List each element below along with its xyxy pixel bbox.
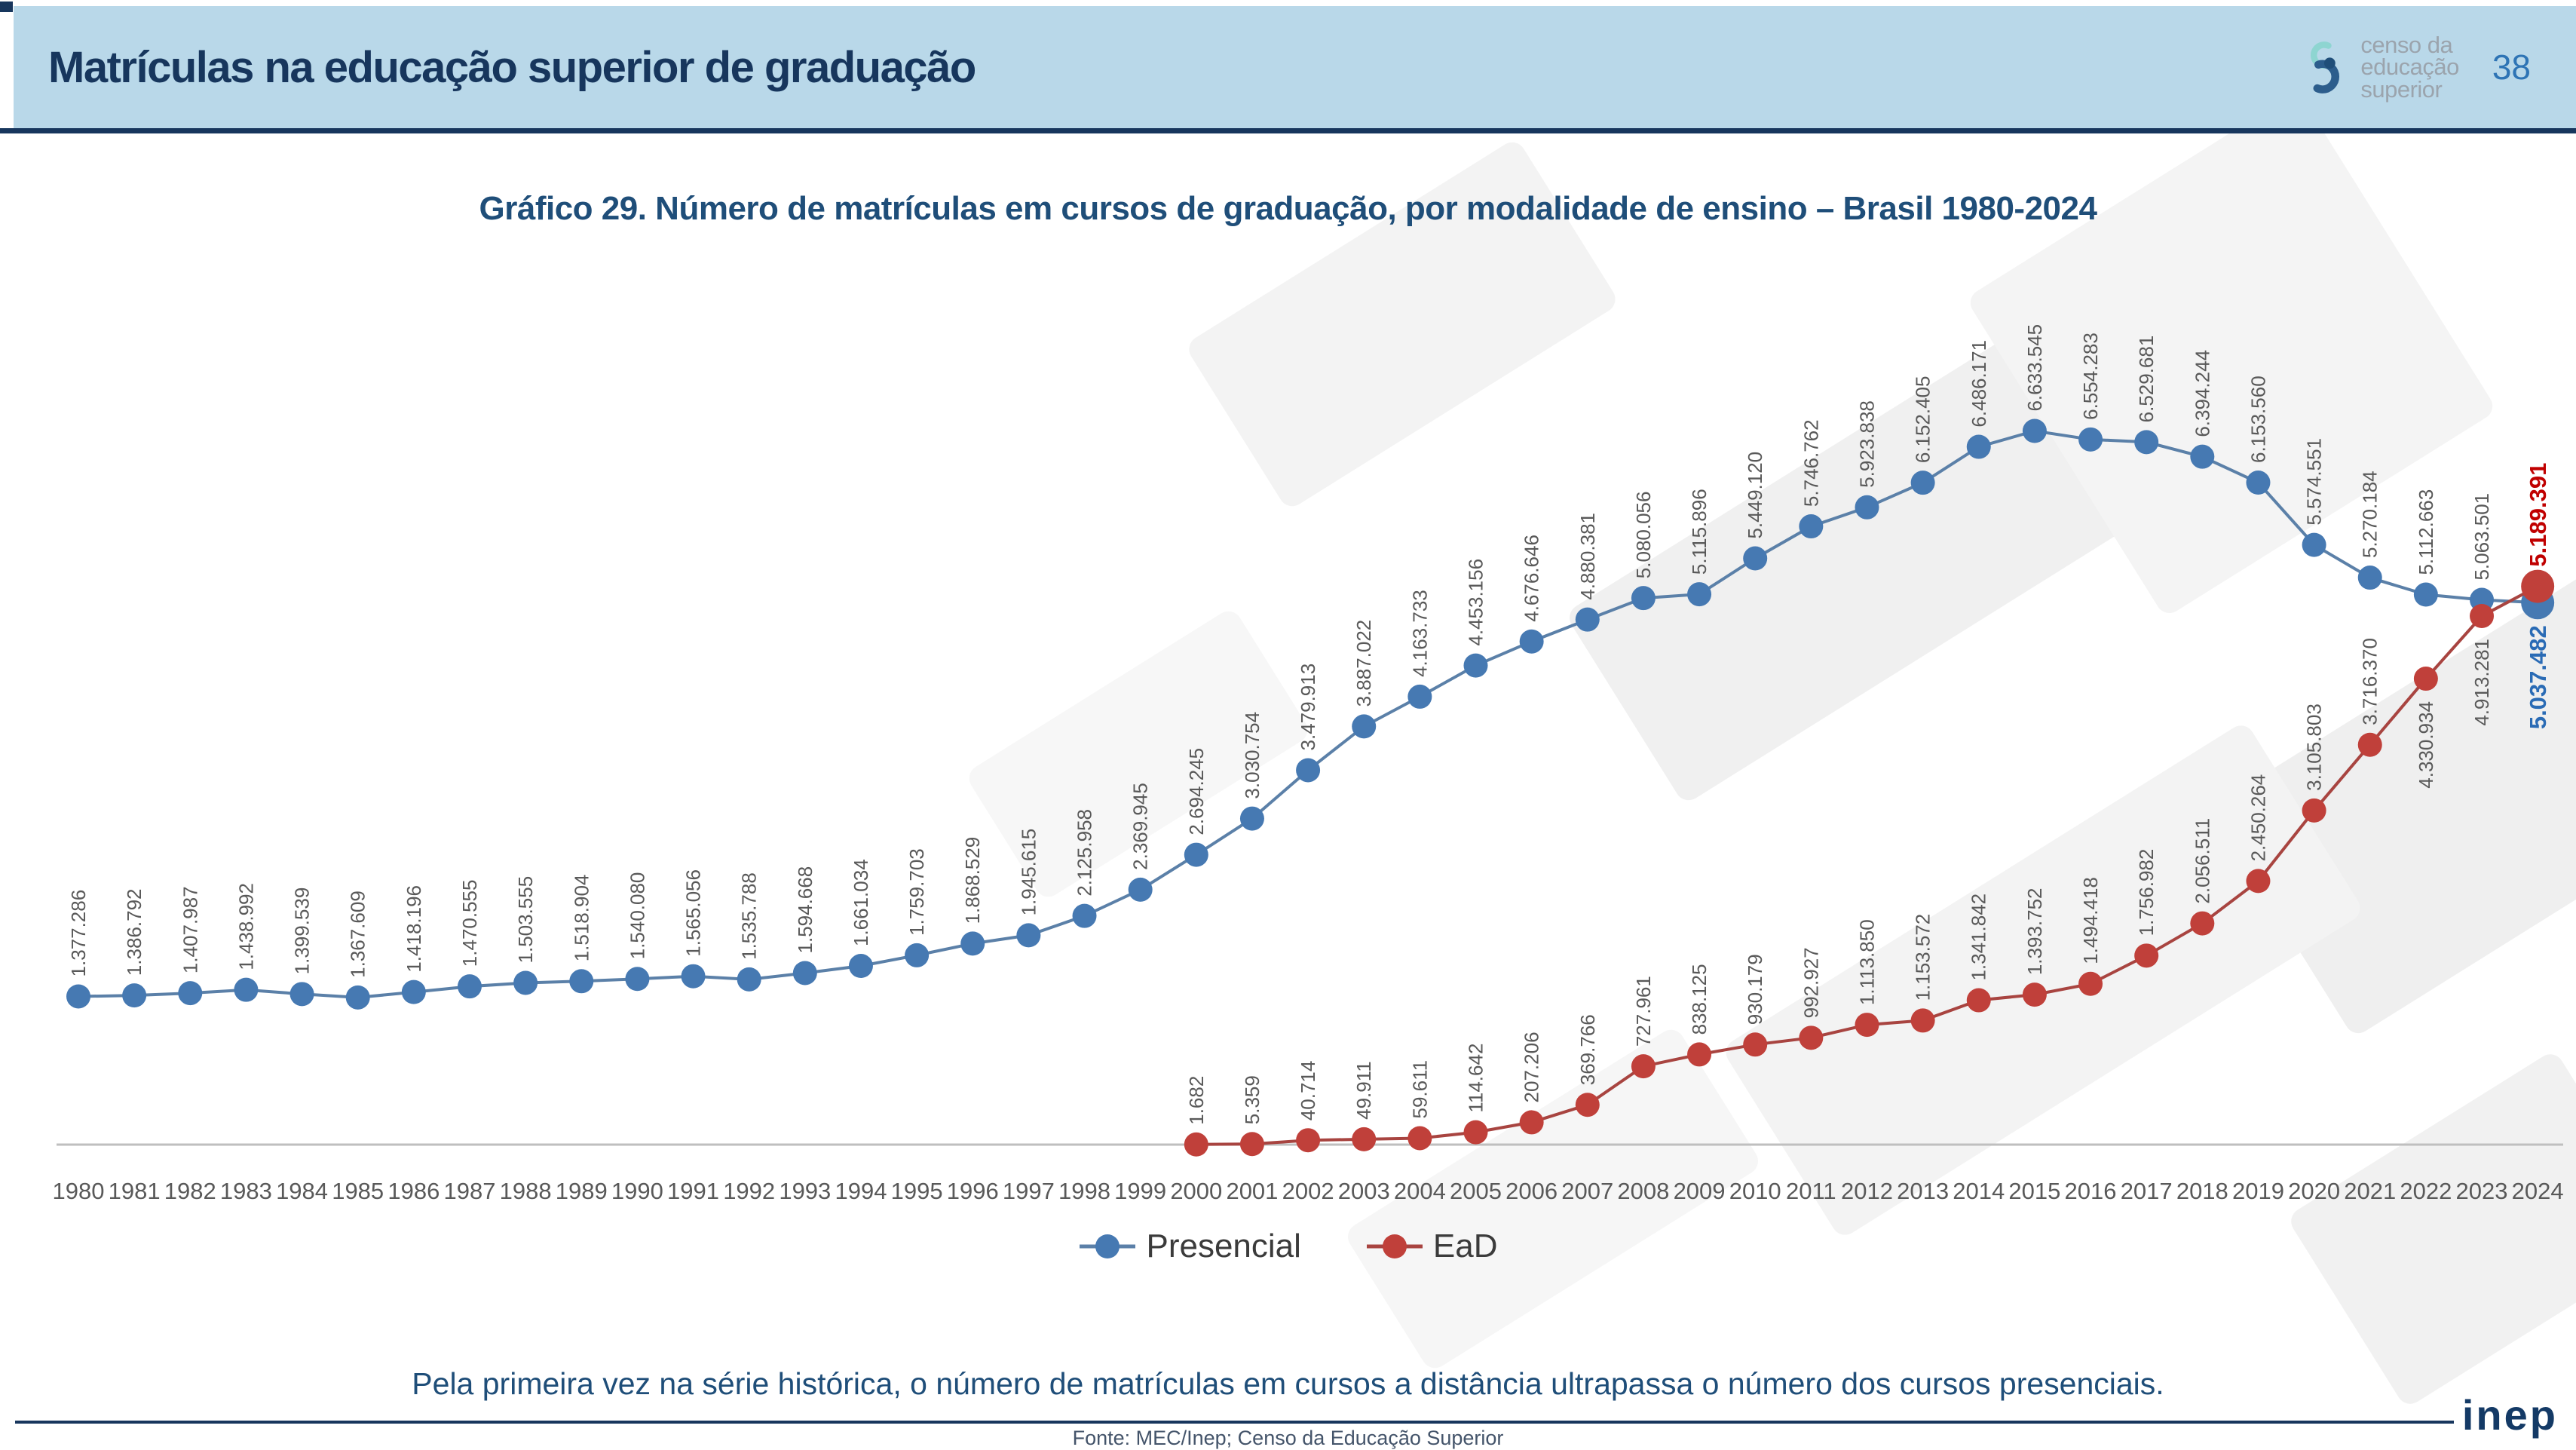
- chart-title: Gráfico 29. Número de matrículas em cursos de graduação, por modalidade de ensino – Brasil 1980-2024: [479, 190, 2097, 227]
- data-label: 6.394.244: [2191, 349, 2214, 437]
- year-label: 1982: [164, 1178, 216, 1204]
- data-label: 6.153.560: [2247, 376, 2270, 464]
- data-point: [1967, 435, 1991, 459]
- data-point: [346, 986, 370, 1010]
- data-label: 1.868.529: [961, 836, 985, 924]
- data-label: 5.115.896: [1688, 489, 1711, 575]
- data-point: [682, 964, 706, 989]
- year-label: 1980: [52, 1178, 105, 1204]
- data-point: [234, 978, 258, 1002]
- year-label: 2018: [2176, 1178, 2228, 1204]
- censo-logo-line2: educação: [2360, 54, 2459, 81]
- year-label: 1986: [387, 1178, 440, 1204]
- year-label: 2017: [2120, 1178, 2173, 1204]
- year-label: 1997: [1002, 1178, 1055, 1204]
- data-point: [1073, 904, 1097, 928]
- data-label: 1.153.572: [1911, 913, 1934, 1001]
- data-point: [1184, 843, 1208, 867]
- legend-item-ead: [1365, 1228, 1498, 1265]
- data-point: [1240, 807, 1264, 831]
- data-label: 1.945.615: [1017, 828, 1040, 916]
- data-point: [2470, 604, 2494, 628]
- data-point: [66, 984, 90, 1008]
- data-point: [1464, 654, 1488, 678]
- data-label: 4.676.646: [1520, 535, 1543, 622]
- data-point: [569, 969, 593, 993]
- data-label: 1.386.792: [123, 888, 146, 976]
- data-point: [1016, 923, 1040, 947]
- data-label: 1.494.418: [2079, 877, 2103, 964]
- data-point: [2521, 570, 2554, 603]
- data-point: [2190, 912, 2214, 936]
- data-point: [1296, 758, 1320, 782]
- data-label: 5.037.482: [2525, 625, 2552, 730]
- data-point: [2023, 419, 2047, 443]
- data-label: 1.367.609: [346, 891, 369, 978]
- data-point: [1967, 989, 1991, 1013]
- data-label: 49.911: [1352, 1061, 1376, 1120]
- data-label: 4.163.733: [1408, 590, 1432, 677]
- year-label: 2013: [1897, 1178, 1950, 1204]
- year-label: 1992: [723, 1178, 776, 1204]
- year-label: 1985: [332, 1178, 384, 1204]
- year-label: 1995: [890, 1178, 943, 1204]
- data-point: [2246, 471, 2270, 495]
- data-point: [1184, 1133, 1208, 1157]
- data-label: 4.880.381: [1576, 512, 1599, 600]
- data-label: 2.450.264: [2247, 774, 2270, 862]
- data-point: [1855, 495, 1879, 520]
- data-label: 207.206: [1520, 1032, 1543, 1103]
- year-label: 2008: [1617, 1178, 1670, 1204]
- data-label: 1.438.992: [234, 883, 258, 970]
- year-label: 1987: [443, 1178, 496, 1204]
- inep-logo: inep: [2461, 1391, 2558, 1439]
- data-point: [960, 931, 985, 955]
- censo-logo-line1: censo da: [2360, 31, 2453, 58]
- legend-label-presencial: Presencial: [1146, 1228, 1301, 1265]
- data-label: 5.270.184: [2358, 471, 2381, 559]
- legend-item-presencial: [1078, 1228, 1300, 1265]
- year-label: 1984: [276, 1178, 329, 1204]
- year-label: 2003: [1337, 1178, 1390, 1204]
- data-label: 6.529.681: [2135, 335, 2158, 423]
- year-label: 2012: [1840, 1178, 1893, 1204]
- data-label: 1.341.842: [1967, 893, 1990, 981]
- data-point: [1743, 547, 1767, 571]
- data-label: 5.923.838: [1855, 400, 1879, 488]
- data-point: [1576, 1093, 1600, 1117]
- year-label: 2011: [1786, 1178, 1836, 1204]
- data-point: [1240, 1132, 1264, 1156]
- data-label: 1.418.196: [402, 884, 425, 973]
- data-label: 2.369.945: [1129, 783, 1152, 870]
- data-point: [1799, 1025, 1823, 1050]
- data-point: [2302, 799, 2326, 823]
- data-label: 1.377.286: [67, 889, 90, 977]
- data-point: [2190, 445, 2214, 469]
- data-point: [2358, 733, 2382, 757]
- data-label: 1.565.056: [682, 869, 705, 957]
- data-label: 2.125.958: [1073, 808, 1096, 897]
- year-label: 2016: [2064, 1178, 2117, 1204]
- callout-text: Pela primeira vez na série histórica, o número de matrículas em cursos a distância ultrapassa o número dos cursos presenciais.: [412, 1366, 2164, 1401]
- data-label: 1.470.555: [458, 879, 481, 967]
- data-point: [2078, 972, 2103, 996]
- data-point: [1407, 1126, 1432, 1150]
- data-point: [905, 943, 929, 967]
- data-point: [1631, 586, 1656, 610]
- data-label: 6.486.171: [1967, 339, 1990, 428]
- data-label: 3.716.370: [2358, 638, 2381, 725]
- year-label: 2020: [2288, 1178, 2341, 1204]
- year-label: 2015: [2008, 1178, 2061, 1204]
- data-point: [1464, 1120, 1488, 1145]
- data-label: 5.359: [1240, 1075, 1263, 1125]
- data-point: [1576, 608, 1600, 632]
- year-label: 2021: [2344, 1178, 2397, 1204]
- data-point: [513, 970, 538, 995]
- year-label: 2006: [1505, 1178, 1558, 1204]
- year-label: 1998: [1058, 1178, 1111, 1204]
- data-label: 992.927: [1800, 947, 1823, 1019]
- data-point: [1296, 1128, 1320, 1152]
- year-label: 2007: [1561, 1178, 1614, 1204]
- year-label: 2010: [1729, 1178, 1781, 1204]
- data-label: 369.766: [1576, 1014, 1599, 1086]
- data-label: 1.540.080: [626, 872, 649, 960]
- data-label: 5.746.762: [1800, 419, 1823, 507]
- data-point: [1631, 1054, 1656, 1078]
- data-label: 114.642: [1464, 1043, 1487, 1113]
- legend-label-ead: EaD: [1432, 1228, 1498, 1265]
- data-label: 6.554.283: [2079, 333, 2103, 420]
- year-label: 2001: [1226, 1178, 1279, 1204]
- data-point: [1520, 630, 1544, 654]
- year-label: 1999: [1114, 1178, 1167, 1204]
- year-label: 1996: [946, 1178, 999, 1204]
- data-point: [2414, 667, 2438, 691]
- data-point: [2078, 428, 2103, 452]
- data-point: [402, 980, 426, 1004]
- series-line-EaD: [1196, 587, 2538, 1145]
- year-label: 2009: [1673, 1178, 1726, 1204]
- data-point: [737, 967, 761, 992]
- data-point: [178, 981, 202, 1005]
- year-label: 1993: [779, 1178, 832, 1204]
- year-label: 1981: [108, 1178, 161, 1204]
- year-label: 1989: [555, 1178, 608, 1204]
- data-label: 4.453.156: [1464, 558, 1487, 646]
- data-label: 5.063.501: [2470, 492, 2494, 581]
- year-label: 2023: [2455, 1178, 2508, 1204]
- year-label: 2024: [2511, 1178, 2564, 1204]
- data-label: 1.393.752: [2023, 887, 2046, 976]
- data-label: 2.056.511: [2191, 817, 2214, 904]
- data-point: [290, 982, 314, 1006]
- data-label: 3.030.754: [1240, 711, 1263, 799]
- data-point: [1352, 714, 1376, 738]
- data-label: 4.330.934: [2414, 701, 2437, 789]
- data-label: 4.913.281: [2470, 638, 2494, 726]
- year-label: 2019: [2231, 1178, 2284, 1204]
- ead-marker-icon: [1365, 1230, 1424, 1263]
- footer-divider: [15, 1421, 2454, 1424]
- page-number: 38: [2492, 48, 2531, 87]
- year-label: 1991: [667, 1178, 720, 1204]
- data-label: 5.189.391: [2525, 462, 2552, 567]
- data-label: 930.179: [1744, 954, 1767, 1025]
- year-label: 1988: [499, 1178, 552, 1204]
- data-label: 5.112.663: [2414, 489, 2437, 575]
- data-label: 1.535.788: [737, 872, 761, 960]
- data-label: 5.449.120: [1744, 451, 1767, 539]
- data-label: 40.714: [1297, 1060, 1320, 1121]
- data-point: [458, 974, 482, 998]
- data-label: 1.399.539: [290, 887, 314, 975]
- data-label: 2.694.245: [1184, 747, 1208, 835]
- year-label: 2005: [1450, 1178, 1502, 1204]
- data-point: [1911, 1008, 1935, 1032]
- data-label: 1.503.555: [514, 875, 538, 964]
- data-point: [849, 954, 873, 978]
- data-label: 3.887.022: [1352, 619, 1376, 707]
- year-label: 1990: [611, 1178, 663, 1204]
- data-point: [1687, 582, 1711, 606]
- censo-logo-line3: superior: [2360, 75, 2443, 103]
- data-point: [1799, 514, 1823, 538]
- page-title: Matrículas na educação superior de graduação: [48, 42, 976, 92]
- year-label: 2000: [1170, 1178, 1223, 1204]
- data-point: [2302, 533, 2326, 557]
- data-point: [2246, 869, 2270, 893]
- data-point: [1129, 878, 1153, 902]
- data-label: 838.125: [1688, 964, 1711, 1035]
- year-label: 1994: [835, 1178, 887, 1204]
- data-point: [1911, 471, 1935, 495]
- data-point: [1352, 1127, 1376, 1151]
- data-label: 59.611: [1408, 1059, 1432, 1119]
- data-label: 1.407.987: [179, 886, 202, 974]
- data-point: [1855, 1013, 1879, 1037]
- data-label: 6.633.545: [2023, 323, 2046, 412]
- data-point: [625, 967, 649, 991]
- data-label: 5.080.056: [1631, 491, 1655, 579]
- data-point: [2358, 566, 2382, 590]
- data-label: 3.105.803: [2302, 704, 2326, 791]
- year-label: 2014: [1953, 1178, 2005, 1204]
- data-label: 1.759.703: [905, 848, 929, 936]
- data-label: 5.574.551: [2302, 437, 2326, 526]
- data-point: [2414, 583, 2438, 607]
- year-label: 1983: [219, 1178, 272, 1204]
- data-point: [2134, 430, 2158, 454]
- data-label: 6.152.405: [1911, 376, 1934, 464]
- data-label: 3.479.913: [1297, 663, 1320, 751]
- chart-legend: [0, 1228, 2576, 1265]
- data-point: [1520, 1110, 1544, 1134]
- data-label: 1.594.668: [793, 866, 816, 954]
- data-point: [122, 983, 146, 1007]
- data-point: [1687, 1042, 1711, 1066]
- year-label: 2022: [2400, 1178, 2452, 1204]
- data-label: 1.682: [1184, 1075, 1208, 1125]
- year-label: 2002: [1282, 1178, 1334, 1204]
- data-point: [793, 961, 817, 985]
- data-label: 1.661.034: [849, 859, 872, 947]
- data-point: [2023, 983, 2047, 1007]
- data-point: [1743, 1032, 1767, 1056]
- data-point: [1407, 685, 1432, 709]
- presencial-marker-icon: [1078, 1230, 1137, 1263]
- data-label: 1.113.850: [1855, 919, 1879, 1006]
- data-label: 1.756.982: [2135, 848, 2158, 937]
- data-label: 727.961: [1631, 976, 1655, 1047]
- data-label: 1.518.904: [570, 874, 593, 962]
- data-point: [2134, 943, 2158, 967]
- source-note: Fonte: MEC/Inep; Censo da Educação Superior: [1072, 1427, 1504, 1449]
- year-label: 2004: [1393, 1178, 1446, 1204]
